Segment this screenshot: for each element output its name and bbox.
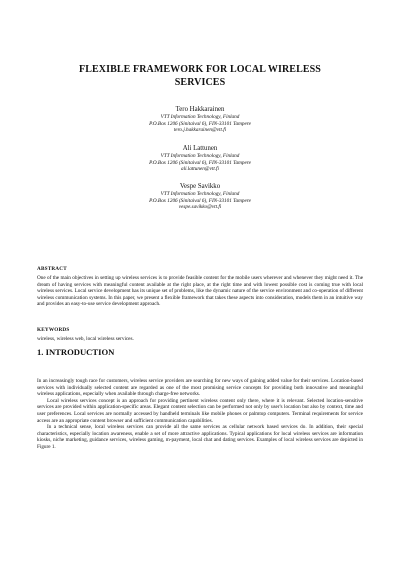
author-address: P.O.Box 1206 (Sinitaival 6), FIN-33101 Tampere	[149, 197, 251, 204]
intro-paragraph: In a technical sense, local wireless services can provide all the same services as cellular network based services do. In addition, their special characteristics, especially location awareness, enable a set of more attractive applications. Typical applications for local wireless services are information kiosks, niche marketing, guidance services, wireless gaming, m-payment, local chat and dating services. Examples of local wireless services are depicted in Figure 1.	[37, 424, 363, 450]
author-organization: VTT Information Technology, Finland	[160, 153, 240, 159]
author-address: P.O.Box 1206 (Sinitaival 6), FIN-33101 Tampere	[149, 120, 251, 127]
abstract-heading: ABSTRACT	[37, 266, 67, 272]
keywords-heading: KEYWORDS	[37, 327, 70, 333]
author-organization: VTT Information Technology, Finland	[160, 191, 240, 197]
introduction-body	[37, 378, 363, 451]
author-email: vespe.savikko@vtt.fi	[178, 204, 222, 211]
author-email: ali.lattunen@vtt.fi	[181, 166, 219, 173]
author-email: tero.j.hakkarainen@vtt.fi	[173, 127, 227, 134]
abstract-text: One of the main objectives in setting up wireless services is to provide feasible content for the mobile users wherever and whenever they might need it. The dream of having services with meaningful content available at the right place, at the right time and with lowest possible cost is coming true with local wireless services. Local service development has its unique set of problems, like the dynamic nature of the service environment and co-operation of different wireless communication systems. In this paper, we present a flexible framework that takes these aspects into consideration, models them in an intuitive way and provides an easy-to-use service development approach.	[37, 275, 363, 308]
intro-paragraph: In an increasingly tough race for customers, wireless service providers are searching for new ways of gaining added value for their services. Location-based services with individually selected content are regarded as one of the most promising service concepts for providing both innovative and meaningful wireless applications, especially when available through charge-free networks.	[37, 378, 363, 398]
keywords-text: wireless, wireless web, local wireless services.	[37, 336, 134, 342]
author-address: P.O.Box 1206 (Sinitaival 6), FIN-33101 Tampere	[149, 159, 251, 166]
author-name: Ali Lattunen	[182, 145, 218, 152]
author-block	[80, 144, 320, 173]
author-name: Tero Hakkarainen	[175, 106, 225, 113]
author-name: Vespe Savikko	[179, 183, 221, 190]
author-block	[80, 105, 320, 134]
author-block	[80, 182, 320, 211]
intro-paragraph: Local wireless services concept is an approach for providing pertinent wireless content only there, where it is relevant. Selected location-sensitive services are provided within application-specific areas. Elegant content selection can be performed not only by user's location but also by context, time and user preferences. Local services are normally accessed by handheld terminals like mobile phones or palmtop computers. Terminal requirements for service access are an appropriate content browser and sufficient communication capabilities.	[37, 397, 363, 424]
section-heading-introduction: 1. INTRODUCTION	[37, 347, 115, 357]
paper-title: FLEXIBLE FRAMEWORK FOR LOCAL WIRELESS SERVICES	[79, 64, 321, 88]
author-organization: VTT Information Technology, Finland	[160, 114, 240, 120]
